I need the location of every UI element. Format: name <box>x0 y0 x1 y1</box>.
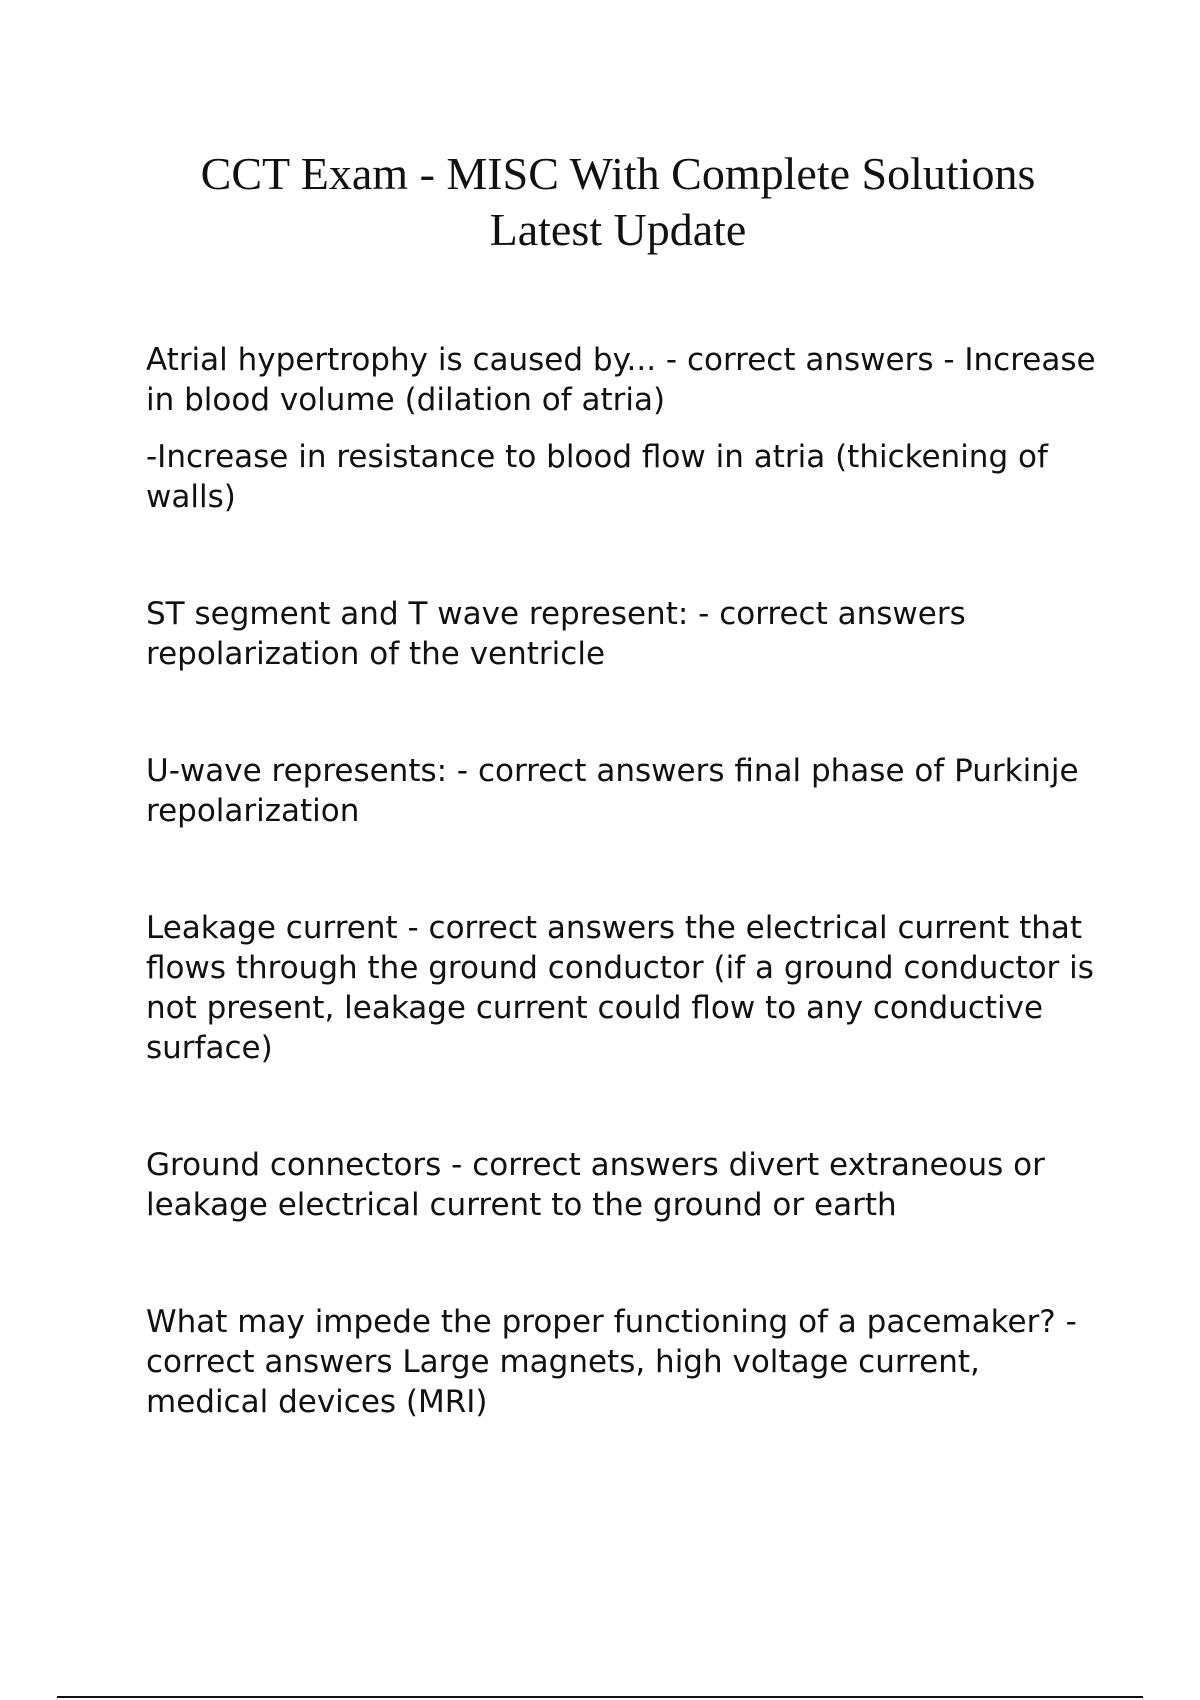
qa-entry-leakage-current <box>146 908 1106 1068</box>
page-bottom-rule <box>57 1696 1143 1698</box>
qa-entry-ground-connectors <box>146 1145 1106 1225</box>
qa-entry-st-segment <box>146 594 1106 674</box>
qa-paragraph: -Increase in resistance to blood flow in atria (thickening of walls) <box>146 439 1048 515</box>
qa-paragraph: Leakage current - correct answers the electrical current that flows through the ground conductor (if a ground conductor is not present, leakage current could flow to any conductive surface) <box>146 910 1094 1066</box>
document-body <box>146 340 1106 1499</box>
qa-paragraph: ST segment and T wave represent: - correct answers repolarization of the ventricle <box>146 596 966 672</box>
qa-paragraph: U-wave represents: - correct answers final phase of Purkinje repolarization <box>146 753 1079 829</box>
qa-paragraph: Atrial hypertrophy is caused by... - correct answers - Increase in blood volume (dilation of atria) <box>146 342 1096 418</box>
qa-entry-u-wave <box>146 751 1106 831</box>
document-title <box>120 146 1116 258</box>
qa-entry-pacemaker <box>146 1302 1106 1422</box>
qa-paragraph: What may impede the proper functioning of a pacemaker? - correct answers Large magnets, high voltage current, medical devices (MRI) <box>146 1304 1077 1420</box>
document-title-line-2: Latest Update <box>489 204 747 255</box>
qa-entry-atrial-hypertrophy <box>146 340 1106 517</box>
document-title-line-1: CCT Exam - MISC With Complete Solutions <box>200 148 1036 199</box>
qa-paragraph: Ground connectors - correct answers divert extraneous or leakage electrical current to the ground or earth <box>146 1147 1045 1223</box>
